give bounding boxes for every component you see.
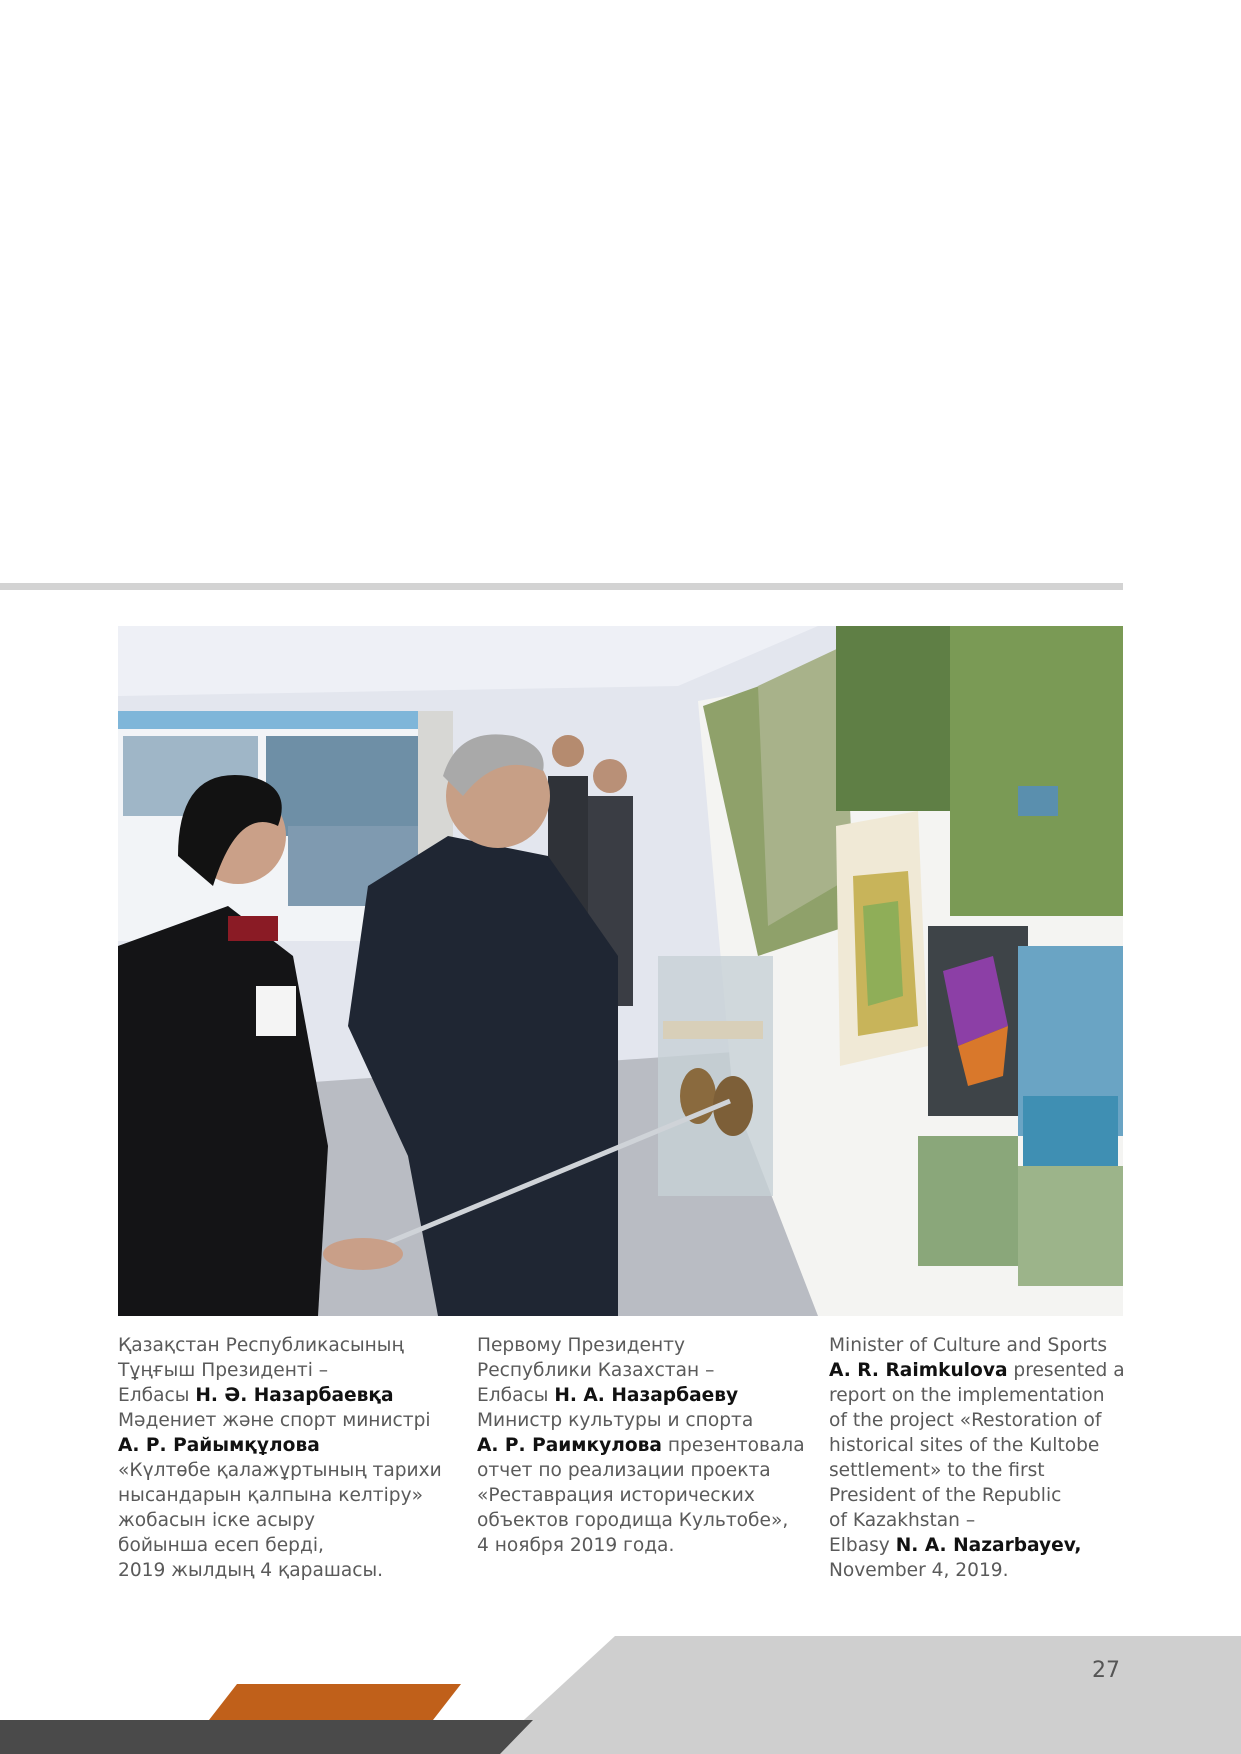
caption-ru-line: объектов городища Культобе»,	[477, 1510, 789, 1531]
page-number: 27	[1092, 1658, 1120, 1683]
caption-ru-line: Министр культуры и спорта	[477, 1410, 754, 1431]
caption-en-line: President of the Republic	[829, 1485, 1062, 1506]
caption-en-line: of the project «Restoration of	[829, 1410, 1102, 1431]
caption-kk-line: жобасын іске асыру	[118, 1510, 316, 1531]
caption-en-line: of Kazakhstan –	[829, 1510, 976, 1531]
caption-kazakh	[118, 1333, 442, 1583]
caption-en-line: settlement» to the first	[829, 1460, 1045, 1481]
footer-band	[0, 1630, 1241, 1754]
footer-accent-band	[209, 1684, 461, 1720]
president-name-ru: Н. А. Назарбаеву	[554, 1385, 739, 1406]
caption-english	[829, 1333, 1125, 1583]
caption-kk-line: Мәдениет және спорт министрі	[118, 1410, 431, 1431]
president-name-kk: Н. Ә. Назарбаевқа	[195, 1385, 394, 1406]
top-divider	[0, 583, 1123, 590]
caption-en-line: Minister of Culture and Sports	[829, 1335, 1108, 1356]
caption-ru-line: «Реставрация исторических	[477, 1485, 755, 1506]
caption-kk-line: бойынша есеп берді,	[118, 1535, 324, 1556]
caption-ru-line: отчет по реализации проекта	[477, 1460, 771, 1481]
caption-ru-line: А. Р. Раимкулова презентовала	[477, 1435, 805, 1456]
caption-kk-line: Тұңғыш Президенті –	[118, 1360, 329, 1381]
event-photo	[118, 626, 1123, 1316]
caption-en-line: historical sites of the Kultobe	[829, 1435, 1100, 1456]
caption-ru-line: 4 ноября 2019 года.	[477, 1535, 675, 1556]
caption-ru-line: Елбасы Н. А. Назарбаеву	[477, 1385, 739, 1406]
caption-ru-line: Первому Президенту	[477, 1335, 685, 1356]
minister-name-ru: А. Р. Раимкулова	[477, 1435, 662, 1456]
president-name-en: N. A. Nazarbayev,	[895, 1535, 1082, 1556]
caption-kk-line: Елбасы Н. Ә. Назарбаевқа	[118, 1385, 394, 1406]
footer-light-band	[487, 1636, 1241, 1754]
caption-ru-line: Республики Казахстан –	[477, 1360, 715, 1381]
minister-name-kk: А. Р. Райымқұлова	[118, 1435, 320, 1456]
caption-kk-line: Қазақстан Республикасының	[118, 1335, 404, 1356]
caption-en-line: Elbasy N. A. Nazarbayev,	[829, 1535, 1082, 1556]
caption-en-line: A. R. Raimkulova presented a	[829, 1360, 1125, 1381]
footer-dark-band	[0, 1720, 533, 1754]
caption-kk-line	[118, 1433, 442, 1458]
caption-russian	[477, 1333, 805, 1558]
caption-en-line: report on the implementation	[829, 1385, 1105, 1406]
caption-kk-line: «Күлтөбе қалажұртының тарихи	[118, 1460, 442, 1481]
caption-en-line: November 4, 2019.	[829, 1560, 1009, 1581]
caption-kk-line: нысандарын қалпына келтіру»	[118, 1485, 423, 1506]
caption-kk-line: 2019 жылдың 4 қарашасы.	[118, 1560, 384, 1581]
minister-name-en: A. R. Raimkulova	[829, 1360, 1008, 1381]
